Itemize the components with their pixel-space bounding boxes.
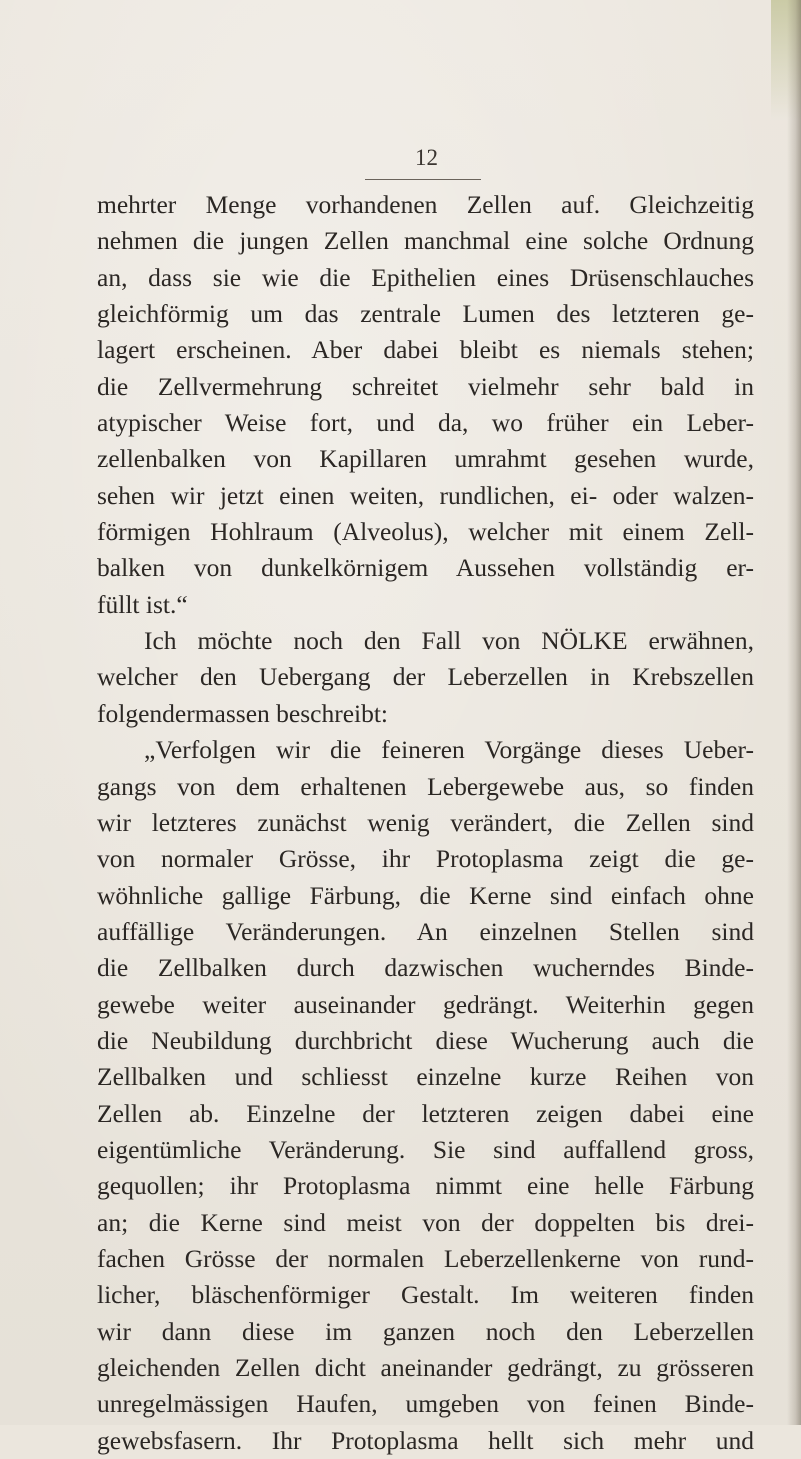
text-line: atypischer Weise fort, und da, wo früher ein Leber- <box>97 408 754 438</box>
text-line: lagert erscheinen. Aber dabei bleibt es niemals stehen; <box>97 335 754 365</box>
text-line: gewebe weiter auseinander gedrängt. Weiterhin gegen <box>97 989 754 1019</box>
text-line: an; die Kerne sind meist von der doppelten bis drei- <box>97 1207 754 1237</box>
text-line: die Neubildung durchbricht diese Wucherung auch die <box>97 1025 754 1055</box>
text-line: gequollen; ihr Protoplasma nimmt eine helle Färbung <box>97 1171 754 1201</box>
text-line: gangs von dem erhaltenen Lebergewebe aus, so finden <box>97 771 754 801</box>
text-line: auffällige Veränderungen. An einzelnen Stellen sind <box>97 916 754 946</box>
text-line: gewebsfasern. Ihr Protoplasma hellt sich mehr und <box>97 1425 754 1455</box>
text-line: an, dass sie wie die Epithelien eines Drüsenschlauches <box>97 262 754 292</box>
page-edge-shadow <box>787 0 801 1425</box>
text-line: Ich möchte noch den Fall von NÖLKE erwähnen, <box>144 626 754 656</box>
text-line: folgendermassen beschreibt: <box>97 698 389 728</box>
page-number-text: 12 <box>415 145 438 170</box>
text-line: förmigen Hohlraum (Alveolus), welcher mit einem Zell- <box>97 517 754 547</box>
body-text <box>97 187 754 1459</box>
text-line: gleichförmig um das zentrale Lumen des letzteren ge- <box>97 299 754 329</box>
text-line: wir dann diese im ganzen noch den Leberzellen <box>97 1316 754 1346</box>
text-line: mehrter Menge vorhandenen Zellen auf. Gleichzeitig <box>97 190 754 219</box>
page-number <box>365 140 485 176</box>
text-line: von normaler Grösse, ihr Protoplasma zeigt die ge- <box>97 844 754 874</box>
text-line: zellenbalken von Kapillaren umrahmt gesehen wurde, <box>97 444 754 474</box>
text-line: wöhnliche gallige Färbung, die Kerne sind einfach ohne <box>97 880 754 910</box>
text-line: licher, bläschenförmiger Gestalt. Im weiteren finden <box>97 1280 754 1310</box>
text-line: eigentümliche Veränderung. Sie sind auffallend gross, <box>97 1134 754 1164</box>
text-line: fachen Grösse der normalen Leberzellenkerne von rund- <box>97 1243 754 1273</box>
page-number-rule <box>365 179 481 180</box>
text-line: Zellen ab. Einzelne der letzteren zeigen dabei eine <box>97 1098 754 1128</box>
text-line: balken von dunkelkörnigem Aussehen vollständig er- <box>97 553 754 583</box>
text-line: sehen wir jetzt einen weiten, rundlichen, ei- oder walzen- <box>97 480 754 510</box>
text-line: unregelmässigen Haufen, umgeben von feinen Binde- <box>97 1389 754 1419</box>
text-line: Zellbalken und schliesst einzelne kurze Reihen von <box>97 1062 754 1092</box>
text-line: füllt ist.“ <box>97 589 188 619</box>
text-line: gleichenden Zellen dicht aneinander gedrängt, zu grösseren <box>97 1353 754 1382</box>
text-line: die Zellvermehrung schreitet vielmehr sehr bald in <box>97 371 754 401</box>
text-line: „Verfolgen wir die feineren Vorgänge dieses Ueber- <box>144 735 754 765</box>
text-line: nehmen die jungen Zellen manchmal eine solche Ordnung <box>97 226 754 256</box>
text-line: die Zellbalken durch dazwischen wucherndes Binde- <box>97 953 754 983</box>
text-line: wir letzteres zunächst wenig verändert, die Zellen sind <box>97 807 754 837</box>
text-line: welcher den Uebergang der Leberzellen in Krebszellen <box>97 662 754 692</box>
